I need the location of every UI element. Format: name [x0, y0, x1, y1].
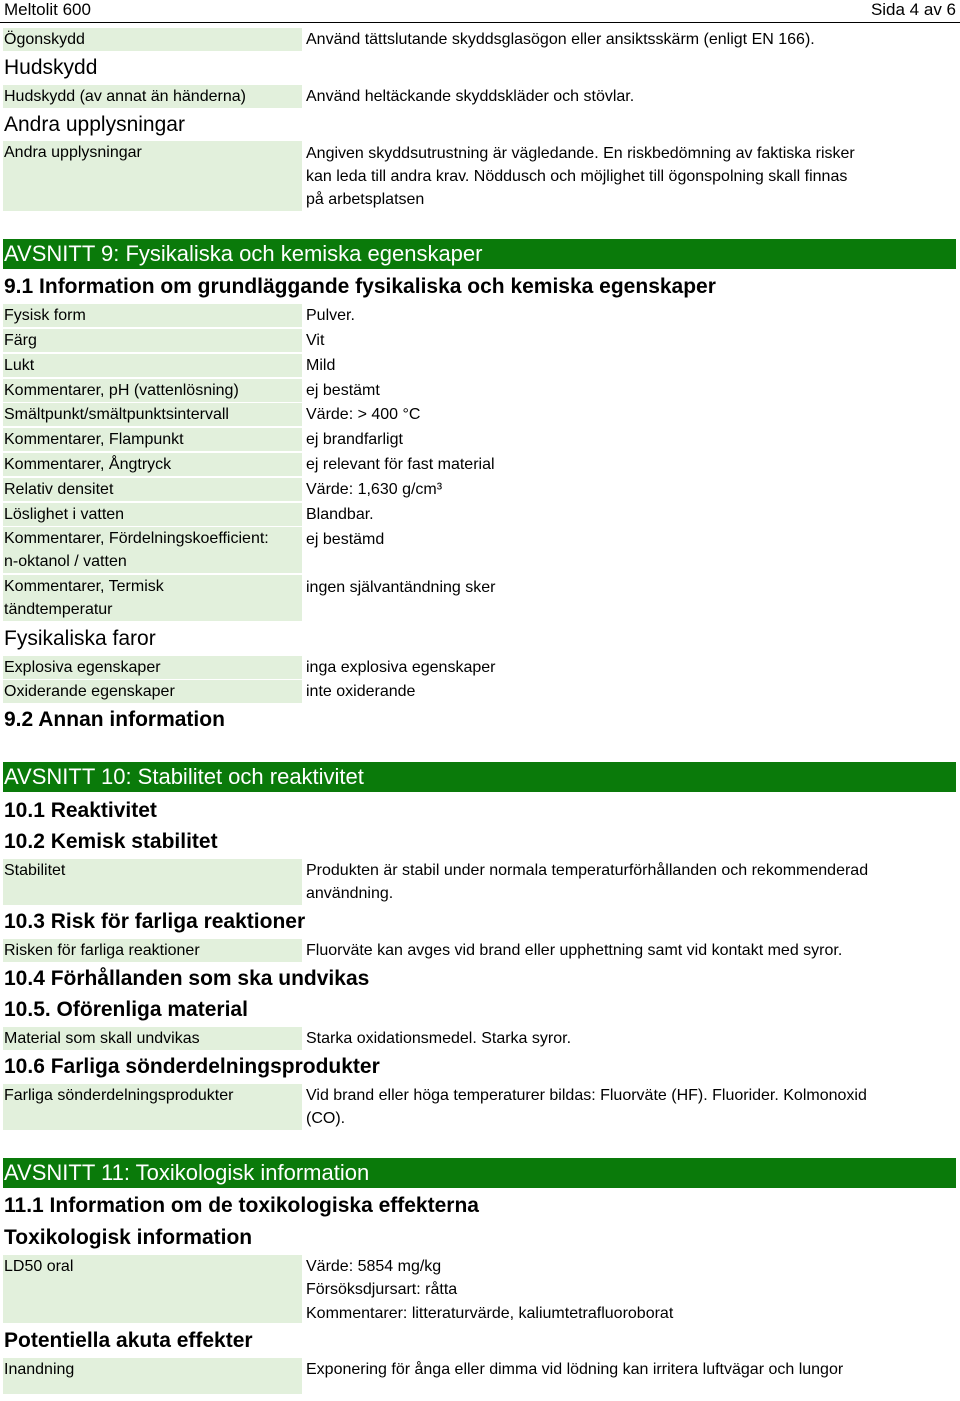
section-9-title: AVSNITT 9: Fysikaliska och kemiska egenskaper [3, 239, 956, 269]
explosive-label: Explosiva egenskaper [3, 656, 302, 679]
hazardous-reactions-label: Risken för farliga reaktioner [3, 939, 302, 962]
ld50-species: Försöksdjursart: råtta [306, 1281, 458, 1298]
melting-point-value: Värde: > 400 °C [306, 406, 421, 423]
incompatible-materials-value: Starka oxidationsmedel. Starka syror. [306, 1030, 572, 1047]
inhalation-value: Exponering för ånga eller dimma vid lödning kan irritera luftvägar och lungor [306, 1361, 844, 1378]
physical-form-label: Fysisk form [3, 304, 302, 327]
ph-value: ej bestämt [306, 382, 380, 399]
decomposition-line-1: Vid brand eller höga temperaturer bildas: Fluorväte (HF). Fluorider. Kolmonoxid [306, 1087, 867, 1104]
skin-protection-value: Använd heltäckande skyddskläder och stövlar. [306, 88, 635, 105]
flash-point-value: ej brandfarligt [306, 431, 403, 448]
ignition-temperature-label-line-1: Kommentarer, Termisk [4, 578, 164, 595]
ignition-temperature-value: ingen självantändning sker [306, 579, 496, 596]
other-info-heading: Andra upplysningar [4, 113, 185, 136]
vapour-pressure-value: ej relevant för fast material [306, 456, 495, 473]
ignition-temperature-label [3, 575, 302, 621]
physical-hazards-heading: Fysikaliska faror [4, 627, 156, 650]
skin-protection-heading: Hudskydd [4, 56, 98, 79]
section-10-2-heading: 10.2 Kemisk stabilitet [4, 830, 218, 853]
partition-coefficient-label-line-1: Kommentarer, Fördelningskoefficient: [4, 530, 269, 547]
product-name: Meltolit 600 [4, 0, 91, 19]
section-10-1-heading: 10.1 Reaktivitet [4, 799, 157, 822]
eye-protection-label: Ögonskydd [3, 28, 302, 51]
water-solubility-label: Löslighet i vatten [3, 503, 302, 526]
section-10-6-heading: 10.6 Farliga sönderdelningsprodukter [4, 1055, 380, 1078]
color-label: Färg [3, 329, 302, 352]
section-10-3-heading: 10.3 Risk för farliga reaktioner [4, 910, 306, 933]
flash-point-label: Kommentarer, Flampunkt [3, 428, 302, 451]
relative-density-label: Relativ densitet [3, 478, 302, 501]
incompatible-materials-label: Material som skall undvikas [3, 1027, 302, 1050]
physical-form-value: Pulver. [306, 307, 355, 324]
section-11-title: AVSNITT 11: Toxikologisk information [3, 1158, 956, 1188]
relative-density-value: Värde: 1,630 g/cm³ [306, 481, 443, 498]
other-info-line-2: kan leda till andra krav. Nöddusch och möjlighet till ögonspolning skall finnas [306, 168, 848, 185]
section-11-1-heading: 11.1 Information om de toxikologiska effekterna [4, 1194, 479, 1217]
section-9-1-heading: 9.1 Information om grundläggande fysikaliska och kemiska egenskaper [4, 275, 716, 298]
ph-label: Kommentarer, pH (vattenlösning) [3, 379, 302, 402]
ld50-comment: Kommentarer: litteraturvärde, kaliumtetrafluoroborat [306, 1305, 674, 1322]
page-number: Sida 4 av 6 [870, 0, 956, 19]
water-solubility-value: Blandbar. [306, 506, 374, 523]
vapour-pressure-label: Kommentarer, Ångtryck [3, 453, 302, 476]
other-info-label: Andra upplysningar [3, 141, 302, 211]
hazardous-reactions-value: Fluorväte kan avges vid brand eller upphettning samt vid kontakt med syror. [306, 942, 843, 959]
section-9-2-heading: 9.2 Annan information [4, 708, 225, 731]
acute-effects-heading: Potentiella akuta effekter [4, 1329, 253, 1352]
other-info-line-3: på arbetsplatsen [306, 191, 425, 208]
decomposition-line-2: (CO). [306, 1110, 346, 1127]
ignition-temperature-label-line-2: tändtemperatur [4, 601, 113, 618]
section-10-5-heading: 10.5. Oförenliga material [4, 998, 248, 1021]
partition-coefficient-label [3, 527, 302, 573]
section-10-title: AVSNITT 10: Stabilitet och reaktivitet [3, 762, 956, 792]
partition-coefficient-label-line-2: n-oktanol / vatten [4, 553, 127, 570]
stability-line-2: användning. [306, 885, 394, 902]
odor-value: Mild [306, 357, 336, 374]
section-10-4-heading: 10.4 Förhållanden som ska undvikas [4, 967, 370, 990]
partition-coefficient-value: ej bestämd [306, 531, 385, 548]
stability-line-1: Produkten är stabil under normala temperaturförhållanden och rekommenderad [306, 862, 869, 879]
oxidizing-value: inte oxiderande [306, 683, 416, 700]
stability-label: Stabilitet [3, 859, 302, 905]
skin-protection-label: Hudskydd (av annat än händerna) [3, 85, 302, 108]
color-value: Vit [306, 332, 325, 349]
odor-label: Lukt [3, 354, 302, 377]
melting-point-label: Smältpunkt/smältpunktsintervall [3, 403, 302, 426]
other-info-line-1: Angiven skyddsutrustning är vägledande. En riskbedömning av faktiska risker [306, 145, 855, 162]
toxicological-info-heading: Toxikologisk information [4, 1226, 253, 1249]
explosive-value: inga explosiva egenskaper [306, 659, 496, 676]
oxidizing-label: Oxiderande egenskaper [3, 680, 302, 703]
decomposition-label: Farliga sönderdelningsprodukter [3, 1084, 302, 1130]
ld50-oral-label: LD50 oral [3, 1255, 302, 1323]
eye-protection-value: Använd tättslutande skyddsglasögon eller ansiktsskärm (enligt EN 166). [306, 31, 815, 48]
inhalation-label: Inandning [3, 1358, 302, 1394]
ld50-value: Värde: 5854 mg/kg [306, 1258, 442, 1275]
page-header [0, 0, 960, 23]
